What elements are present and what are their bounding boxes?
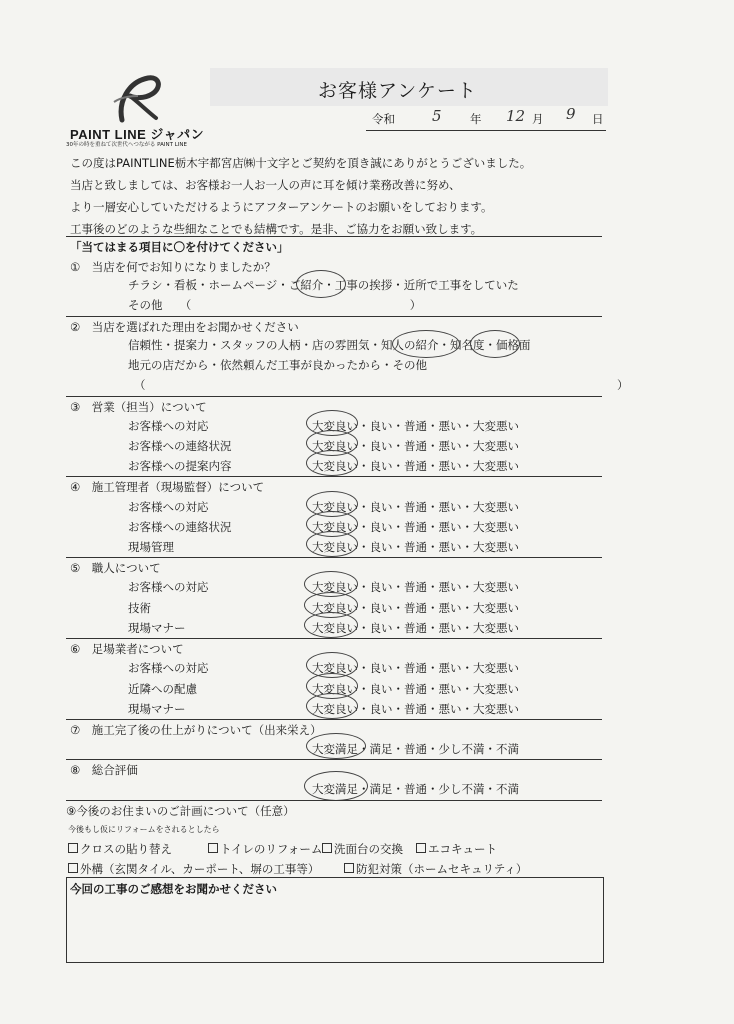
q5-item-3: 現場マナー — [128, 621, 186, 635]
q4-item-3: 現場管理 — [128, 540, 174, 554]
q7-title: ⑦ 施工完了後の仕上がりについて（出来栄え） — [70, 723, 322, 737]
q2-answer-circle-1 — [392, 330, 460, 358]
q3-item-1: お客様への対応 — [128, 419, 209, 433]
q9-sub: 今後もし仮にリフォームをされるとしたら — [68, 825, 220, 834]
divider — [66, 557, 602, 558]
q6-scale-3: 大変良い・良い・普通・悪い・大変悪い — [312, 702, 519, 716]
divider — [66, 476, 602, 477]
date-year-label: 年 — [470, 112, 482, 126]
q5-scale-3: 大変良い・良い・普通・悪い・大変悪い — [312, 621, 519, 635]
q4-scale-2: 大変良い・良い・普通・悪い・大変悪い — [312, 520, 519, 534]
checkbox-icon[interactable] — [208, 843, 218, 853]
checkbox-icon[interactable] — [322, 843, 332, 853]
date-day-label: 日 — [592, 112, 604, 126]
q6-title: ⑥ 足場業者について — [70, 642, 184, 656]
q4-scale-1: 大変良い・良い・普通・悪い・大変悪い — [312, 500, 519, 514]
q7-answer-circle — [306, 733, 366, 759]
brand-tagline: 30年の時を重ねて次世代へつながる PAINT LINE — [66, 142, 187, 148]
instruction: 「当てはまる項目に〇を付けてください」 — [70, 240, 289, 254]
q6-item-1: お客様への対応 — [128, 661, 209, 675]
q9-option-exterior[interactable]: 外構（玄関タイル、カーポート、塀の工事等） — [68, 862, 319, 876]
q5-item-2: 技術 — [128, 601, 151, 615]
q9-option-washbasin[interactable]: 洗面台の交換 — [322, 842, 403, 856]
date-year-value: 5 — [432, 107, 442, 125]
q5-item-1: お客様への対応 — [128, 580, 209, 594]
intro-line-1: この度はPAINTLINE栃木宇都宮店㈱十文字とご契約を頂き誠にありがとうございました。 — [70, 156, 532, 170]
page-title: お客様アンケート — [318, 80, 477, 102]
q5-scale-2: 大変良い・良い・普通・悪い・大変悪い — [312, 601, 519, 615]
date-era: 令和 — [372, 112, 395, 126]
divider — [66, 759, 602, 760]
divider — [66, 316, 602, 317]
q5-scale-1: 大変良い・良い・普通・悪い・大変悪い — [312, 580, 519, 594]
q6-item-3: 現場マナー — [128, 702, 186, 716]
q3-item-2: お客様への連絡状況 — [128, 439, 232, 453]
date-day-value: 9 — [566, 105, 576, 123]
q7-scale: 大変満足・満足・普通・少し不満・不満 — [312, 742, 519, 756]
divider — [66, 719, 602, 720]
q3-scale-1: 大変良い・良い・普通・悪い・大変悪い — [312, 419, 519, 433]
checkbox-icon[interactable] — [68, 863, 78, 873]
intro-line-3: より一層安心していただけるようにアフターアンケートのお願いをしております。 — [70, 200, 493, 214]
q1-title: ① 当店を何でお知りになりましたか？ — [70, 260, 276, 274]
q6-scale-2: 大変良い・良い・普通・悪い・大変悪い — [312, 682, 519, 696]
q8-answer-circle — [304, 771, 368, 801]
q3-item-3: お客様への提案内容 — [128, 459, 232, 473]
q4-item-1: お客様への対応 — [128, 500, 209, 514]
q9-option-ecocute[interactable]: エコキュート — [416, 842, 497, 856]
q6-item-2: 近隣への配慮 — [128, 682, 197, 696]
checkbox-icon[interactable] — [344, 863, 354, 873]
q4-item-2: お客様への連絡状況 — [128, 520, 232, 534]
q2-options-2: 地元の店だから・依然頼んだ工事が良かったから・その他 — [128, 358, 427, 372]
q8-scale: 大変満足・満足・普通・少し不満・不満 — [312, 782, 519, 796]
q4-answer-circle-3 — [306, 531, 358, 557]
q5-title: ⑤ 職人について — [70, 561, 161, 575]
q5-answer-circle-3 — [304, 612, 358, 638]
q8-title: ⑧ 総合評価 — [70, 763, 138, 777]
q9-option-toilet[interactable]: トイレのリフォーム — [208, 842, 322, 856]
date-month-value: 12 — [506, 107, 526, 125]
q9-option-cross[interactable]: クロスの貼り替え — [68, 842, 172, 856]
comment-label: 今回の工事のご感想をお聞かせください — [70, 882, 277, 896]
q2-title: ② 当店を選ばれた理由をお聞かせください — [70, 320, 299, 334]
q6-scale-1: 大変良い・良い・普通・悪い・大変悪い — [312, 661, 519, 675]
q1-answer-circle — [296, 270, 346, 298]
checkbox-icon[interactable] — [68, 843, 78, 853]
q3-answer-circle-3 — [306, 450, 358, 476]
divider — [66, 638, 602, 639]
intro-line-4: 工事後のどのような些細なことでも結構です。是非、ご協力をお願い致します。 — [70, 222, 483, 236]
q1-options: チラシ・看板・ホームページ・ご紹介・工事の挨拶・近所で工事をしていた — [128, 278, 519, 292]
divider — [66, 800, 602, 801]
q1-other: その他 （ ） — [128, 298, 422, 312]
checkbox-icon[interactable] — [416, 843, 426, 853]
divider — [66, 396, 602, 397]
date-month-label: 月 — [532, 112, 544, 126]
q2-options: 信頼性・提案力・スタッフの人柄・店の雰囲気・知人の紹介・知名度・価格面 — [128, 338, 531, 352]
divider — [66, 236, 602, 237]
q4-title: ④ 施工管理者（現場監督）について — [70, 480, 265, 494]
q4-scale-3: 大変良い・良い・普通・悪い・大変悪い — [312, 540, 519, 554]
brand-name: PAINT LINE ジャパン — [70, 127, 205, 142]
q3-scale-3: 大変良い・良い・普通・悪い・大変悪い — [312, 459, 519, 473]
q9-title: ⑨今後のお住まいのご計画について（任意） — [66, 804, 295, 818]
q3-scale-2: 大変良い・良い・普通・悪い・大変悪い — [312, 439, 519, 453]
q9-option-security[interactable]: 防犯対策（ホームセキュリティ） — [344, 862, 527, 876]
q3-title: ③ 営業（担当）について — [70, 400, 207, 414]
intro-line-2: 当店と致しましては、お客様お一人お一人の声に耳を傾け業務改善に努め、 — [70, 178, 461, 192]
date-underline — [366, 130, 606, 131]
q2-blank: （ ） — [134, 378, 629, 392]
q6-answer-circle-3 — [306, 693, 358, 719]
q2-answer-circle-2 — [470, 330, 520, 358]
paintline-logo-icon — [108, 72, 162, 124]
